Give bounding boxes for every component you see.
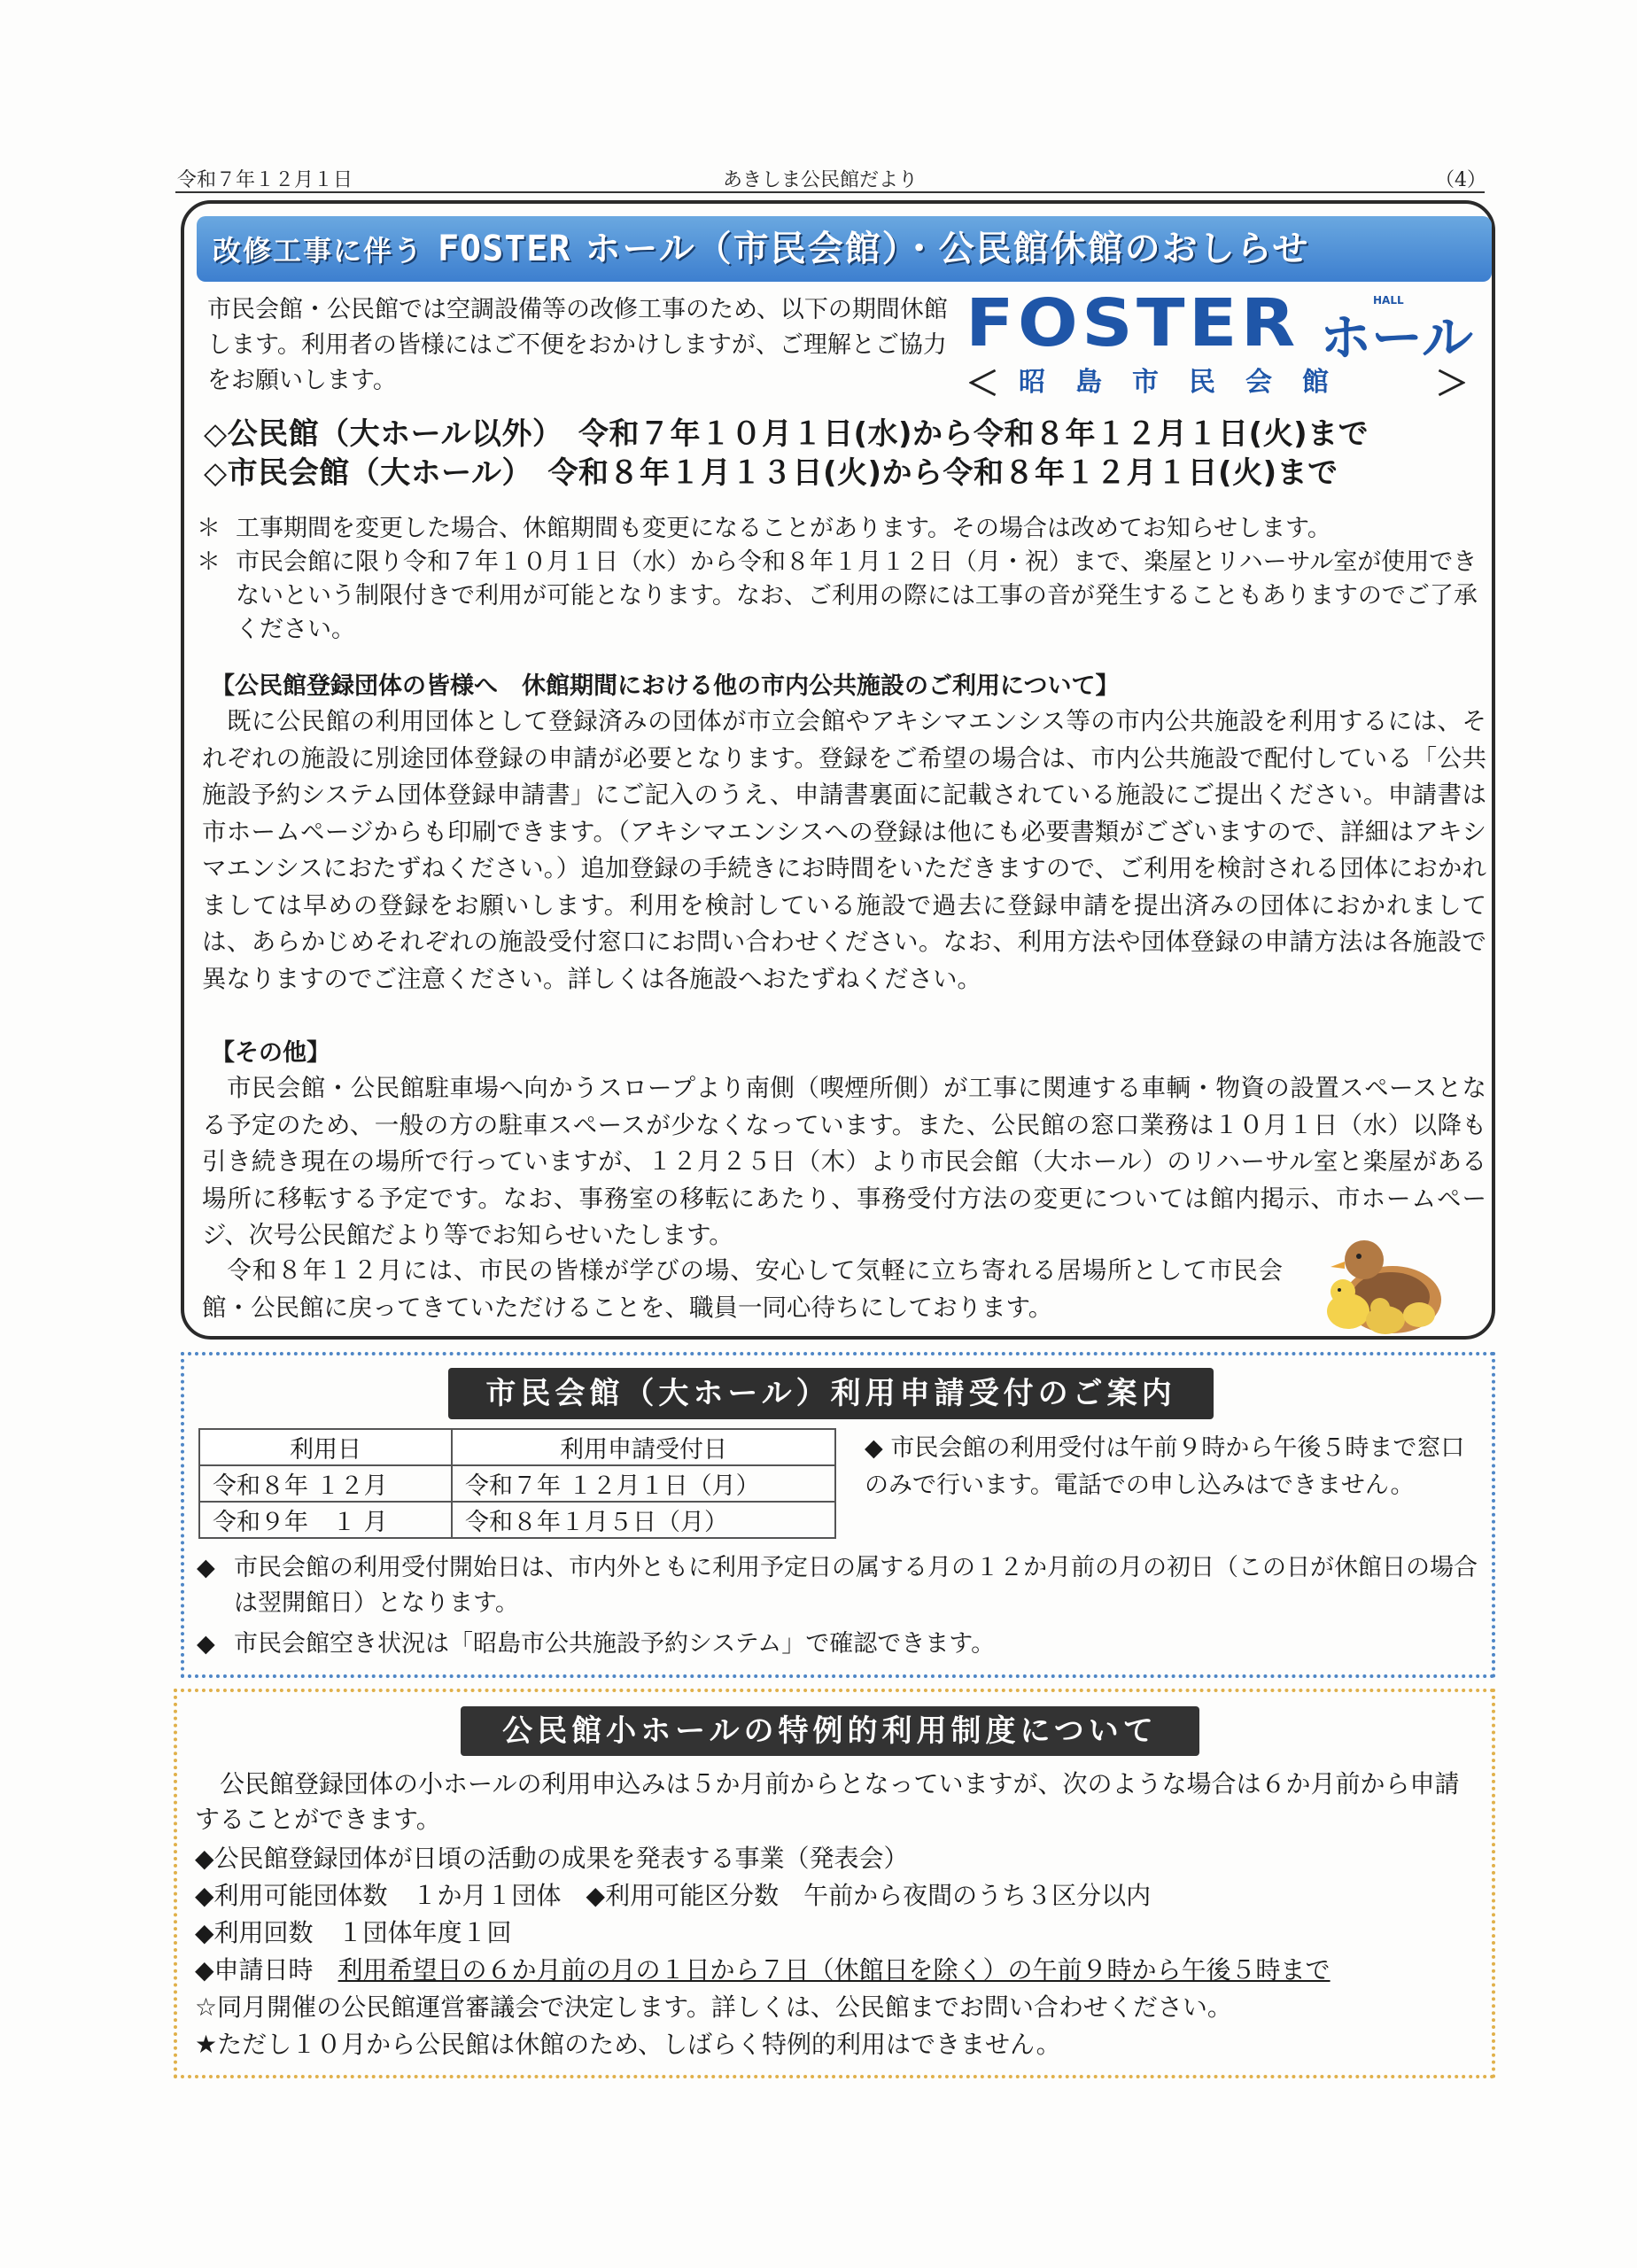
other-text: 市民会館・公民館駐車場へ向かうスロープより南側（喫煙所側）が工事に関連する車輌・物資の設置スペースとなる予定のため、一般の方の駐車スペースが少なくなっています。また、公民館の窓口業務は１０月１日（水）以降も引き続き現在の場所で行っていますが、１２月２５日（木）より市民会館（大ホール）のリハーサル室と楽屋がある場所に移転する予定です。なお、事務室の移転にあたり、事務受付方法の変更については館内掲示、市ホームページ、次号公民館だより等でお知らせいたします。: [202, 1074, 1486, 1249]
other-heading: 【その他】: [211, 1039, 330, 1067]
table-cell: 令和８年１月５日（月）: [452, 1502, 835, 1538]
closure-note-text: 市民会館に限り令和７年１０月１日（水）から令和８年１月１２日（月・祝）まで、楽屋とリハーサル室が使用できないという制限付きで利用が可能となります。なお、ご利用の際には工事の音が発生することもありますのでご了承ください。: [236, 548, 1478, 643]
closing-text: 令和８年１２月には、市民の皆様が学びの場、安心して気軽に立ち寄れる居場所として市民会館・公民館に戻ってきていただけることを、職員一同心待ちにしております。: [202, 1256, 1283, 1322]
foster-hall-logo: [966, 285, 1479, 403]
hall-bullet: [197, 1550, 1486, 1621]
table-header-row: [199, 1429, 835, 1465]
hall-application-title: 市民会館（大ホール）利用申請受付のご案内: [448, 1368, 1214, 1419]
table-row: [199, 1502, 835, 1538]
logo-chevron-left-icon: ＜: [966, 364, 1000, 403]
closure-period-kominkan: ◇公民館（大ホール以外） 令和７年１０月１日(水)から令和８年１２月１日(火)まで: [204, 416, 1369, 452]
application-date-table: [198, 1428, 836, 1539]
table-header: 利用申請受付日: [452, 1429, 835, 1465]
logo-hall-small: HALL: [1373, 294, 1404, 307]
small-hall-item: ◆公民館登録団体が日頃の活動の成果を発表する事業（発表会）: [195, 1844, 909, 1873]
asterisk-mark: ＊: [197, 548, 221, 576]
header-rule: [175, 191, 1485, 193]
table-cell: 令和７年 １２月１日（月）: [452, 1465, 835, 1502]
application-period: [195, 1953, 1488, 1988]
small-hall-intro: 公民館登録団体の小ホールの利用申込みは５か月前からとなっていますが、次のような場合は６か月前から申請することができます。: [195, 1769, 1460, 1834]
groups-text: 既に公民館の利用団体として登録済みの団体が市立会館やアキシマエンシス等の市内公共施設を利用するには、それぞれの施設に別途団体登録の申請が必要となります。登録をご希望の場合は、市内公共施設で配付している「公共施設予約システム団体登録申請書」にご記入のうえ、申請書裏面に記載されている施設にご提出ください。申請書は市ホームページからも印刷できます。（アキシマエンシスへの登録は他にも必要書類がございますので、詳細はアキシマエンシスにおたずねください。）追加登録の手続きにお時間をいただきますので、ご利用を検討される団体におかれましては早めの登録をお願いします。利用を検討している施設で過去に登録申請を提出済みの団体におかれましては、あらかじめそれぞれの施設受付窓口にお問い合わせください。なお、利用方法や団体登録の申請方法は各施設で異なりますのでご注意ください。詳しくは各施設へおたずねください。: [202, 707, 1486, 993]
small-hall-item: ◆利用回数 １団体年度１回: [195, 1918, 512, 1947]
small-hall-note: ☆同月開催の公民館運営審議会で決定します。詳しくは、公民館までお問い合わせください。: [195, 1992, 1232, 2022]
small-hall-note: ★ただし１０月から公民館は休館のため、しばらく特例的利用はできません。: [195, 2030, 1061, 2059]
application-period-value: 利用希望日の６か月前の月の１日から７日（休館日を除く）の午前９時から午後５時まで: [337, 1955, 1331, 1984]
closure-note: [197, 546, 1490, 647]
table-row: [199, 1465, 835, 1502]
application-period-label: ◆申請日時: [195, 1955, 338, 1984]
reception-hours-note: ◆ 市民会館の利用受付は午前９時から午後５時まで窓口のみで行います。電話での申し込みはできません。: [865, 1434, 1465, 1499]
table-header: 利用日: [199, 1429, 452, 1465]
asterisk-mark: ＊: [197, 515, 221, 542]
small-hall-title: 公民館小ホールの特例的利用制度について: [461, 1706, 1199, 1756]
closure-title-rest: ホール（市民会館）・公民館休館のおしらせ: [585, 229, 1310, 269]
closure-note: [197, 512, 1490, 546]
logo-subtitle: 昭島市民会館: [1019, 367, 1359, 398]
closure-period-shiminkaikan: ◇市民会館（大ホール） 令和８年１月１３日(火)から令和８年１２月１日(火)まで: [204, 455, 1338, 491]
logo-hall-kana: ホール: [1320, 307, 1473, 368]
hall-bullet-text: 市民会館空き状況は「昭島市公共施設予約システム」で確認できます。: [234, 1630, 996, 1658]
closure-title-prefix: 改修工事に伴う: [213, 234, 424, 268]
page-number: （4）: [1435, 169, 1486, 191]
groups-heading: 【公民館登録団体の皆様へ 休館期間における他の市内公共施設のご利用について】: [211, 672, 1120, 700]
diamond-mark: ◆: [197, 1630, 215, 1658]
newsletter-title: あきしま公民館だより: [723, 169, 919, 191]
table-cell: 令和８年 １２月: [199, 1465, 452, 1502]
diamond-mark: ◆: [197, 1554, 215, 1581]
table-cell: 令和９年 １ 月: [199, 1502, 452, 1538]
duck-illustration-icon: [1304, 1216, 1446, 1340]
closure-intro: 市民会館・公民館では空調設備等の改修工事のため、以下の期間休館します。利用者の皆様にはご不便をおかけしますが、ご理解とご協力をお願いします。: [207, 296, 948, 394]
logo-foster-text: FOSTER: [966, 285, 1300, 361]
hall-bullet: [197, 1627, 1486, 1662]
small-hall-item: ◆利用可能団体数 １か月１団体 ◆利用可能区分数 午前から夜間のうち３区分以内: [195, 1881, 1152, 1910]
issue-date: 令和７年１２月１日: [177, 169, 353, 191]
closure-title: [213, 221, 1488, 276]
hall-bullet-text: 市民会館の利用受付開始日は、市内外ともに利用予定日の属する月の１２か月前の月の初日（この日が休館日の場合は翌開館日）となります。: [234, 1554, 1478, 1617]
closure-note-text: 工事期間を変更した場合、休館期間も変更になることがあります。その場合は改めてお知らせします。: [236, 515, 1331, 542]
logo-chevron-right-icon: ＞: [1435, 364, 1470, 403]
closure-title-foster: FOSTER: [437, 229, 571, 269]
